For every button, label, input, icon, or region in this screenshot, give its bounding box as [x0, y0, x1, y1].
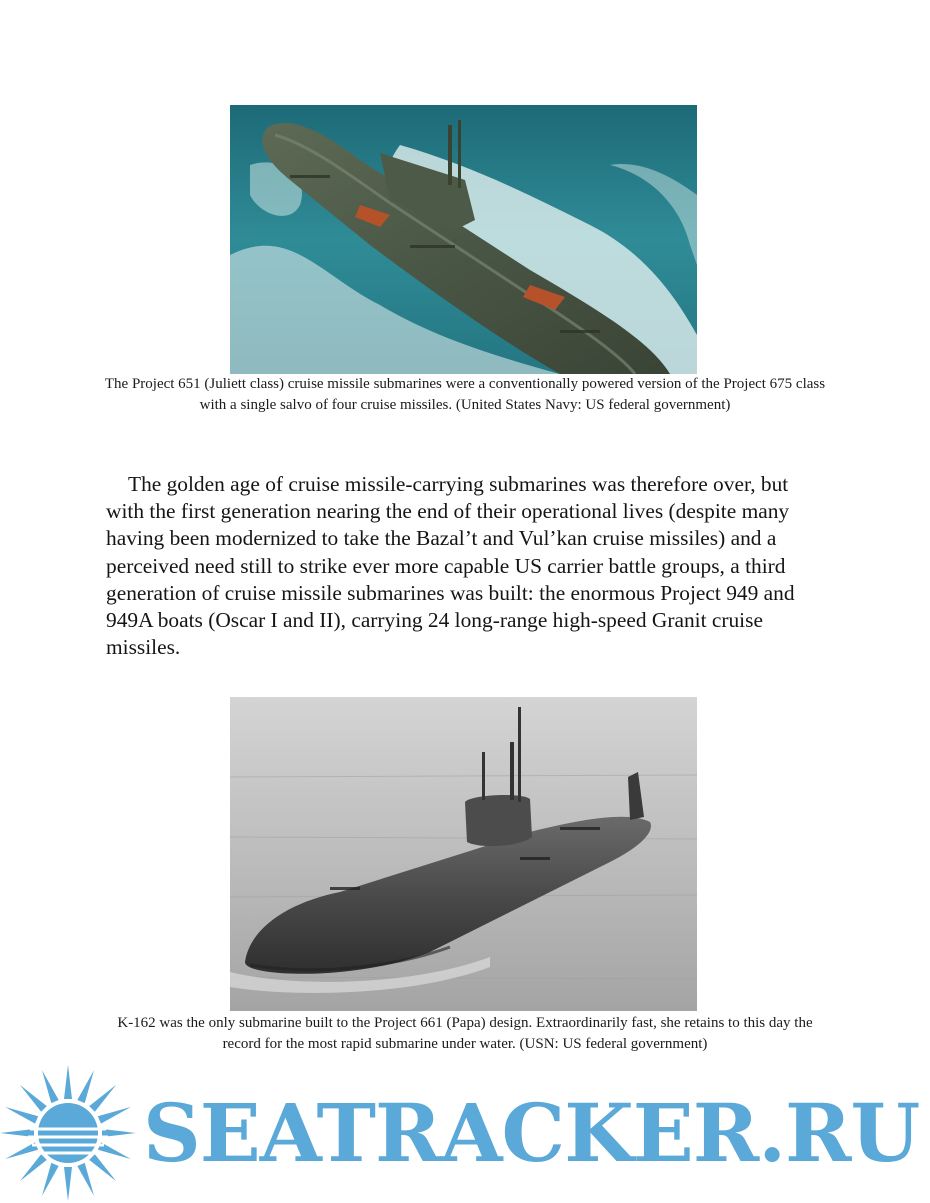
submarine-photo-papa [230, 697, 697, 1011]
submarine-photo-juliett [230, 105, 697, 374]
watermark-text: SEATRACKER.RU [143, 1086, 920, 1180]
figure-caption-1: The Project 651 (Juliett class) cruise missile submarines were a conventionally powered version of the Project 675 class with a single salvo of four cruise missiles. (United States Navy: US federal government) [104, 376, 826, 413]
figure-caption-2: K-162 was the only submarine built to the Project 661 (Papa) design. Extraordinarily fast, she retains to this day the record for the most rapid submarine under water. (USN: US federal government) [117, 1015, 813, 1052]
submarine-photo-papa-art [230, 697, 697, 1011]
sun-logo-icon [0, 1063, 150, 1203]
body-paragraph: The golden age of cruise missile-carrying submarines was therefore over, but with the first generation nearing the end of their operational lives (despite many having been modernized to take the Bazal’t and Vul’kan cruise missiles) and a perceived need still to strike ever more capable US carrier battle groups, a third generation of cruise missile submarines was built: the enormous Project 949 and 949A boats (Oscar I and II), carrying 24 long-range high-speed Granit cruise missiles. [106, 472, 795, 660]
submarine-photo-juliett-art [230, 105, 697, 374]
